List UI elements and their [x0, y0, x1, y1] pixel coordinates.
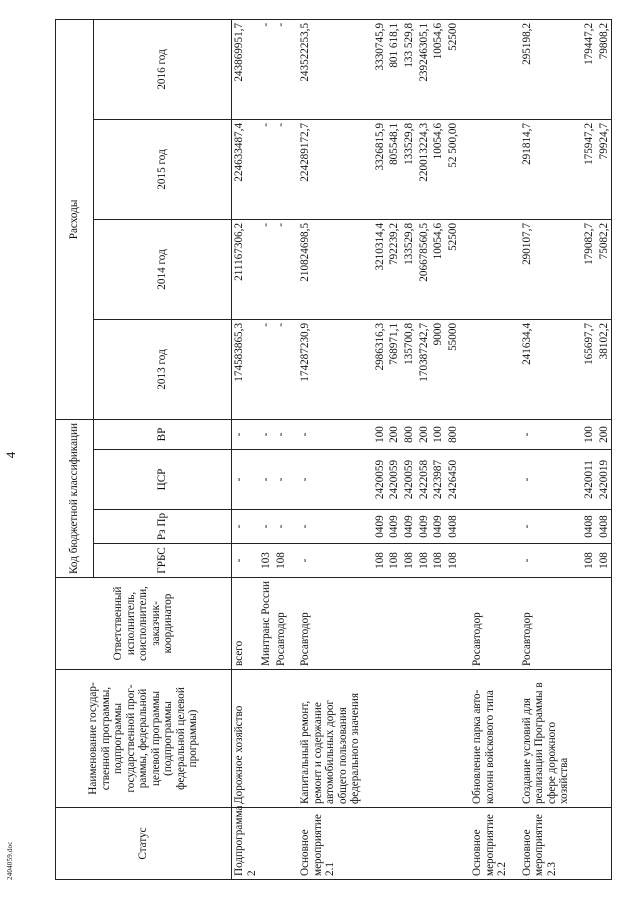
value-2013-cell: 241634,4 [520, 319, 572, 419]
spacer-cell [460, 544, 470, 578]
spacer-cell [288, 450, 298, 510]
spacer-cell [288, 808, 298, 880]
csr-cell: 2420059 [402, 450, 417, 510]
spacer-cell [510, 19, 520, 119]
header-2015: 2015 год [94, 119, 232, 219]
rzpr-cell: - [298, 510, 363, 544]
spacer-cell [363, 419, 373, 449]
responsible-cell [387, 578, 402, 670]
value-2015-cell: 224289172,7 [298, 119, 363, 219]
document-sheet [55, 20, 640, 880]
row-spacer [510, 19, 520, 879]
rzpr-cell: 0409 [417, 510, 432, 544]
value-2015-cell: 10054,6 [431, 119, 446, 219]
value-2016-cell: - [274, 19, 289, 119]
value-2015-cell: 291814,7 [520, 119, 572, 219]
spacer-cell [572, 19, 582, 119]
status-cell: Основное мероприятие 2.1 [298, 808, 363, 880]
responsible-cell [582, 578, 597, 670]
value-2013-cell: 165697,7 [582, 319, 597, 419]
value-2016-cell [470, 19, 510, 119]
value-2014-cell: 75082,2 [597, 219, 612, 319]
spacer-cell [572, 450, 582, 510]
csr-cell: 2423987 [431, 450, 446, 510]
spacer-cell [288, 544, 298, 578]
status-cell [387, 808, 402, 880]
value-2015-cell: 224633487,4 [232, 119, 260, 219]
value-2016-cell: 243522253,5 [298, 19, 363, 119]
status-cell [402, 808, 417, 880]
value-2016-cell: 295198,2 [520, 19, 572, 119]
name-cell [274, 670, 289, 808]
spacer-cell [363, 578, 373, 670]
spacer-cell [510, 219, 520, 319]
grbs-cell: - [232, 544, 260, 578]
spacer-cell [460, 419, 470, 449]
responsible-cell [597, 578, 612, 670]
grbs-cell: 108 [597, 544, 612, 578]
budget-table [55, 19, 612, 880]
header-responsible: Ответственный исполнитель, соисполнители, заказчик-координатор [56, 578, 232, 670]
name-cell [417, 670, 432, 808]
status-cell [582, 808, 597, 880]
value-2013-cell: - [259, 319, 274, 419]
spacer-cell [572, 419, 582, 449]
spacer-cell [288, 578, 298, 670]
spacer-cell [363, 19, 373, 119]
spacer-cell [572, 219, 582, 319]
csr-cell: 2420059 [387, 450, 402, 510]
rzpr-cell: 0409 [431, 510, 446, 544]
vr-cell: - [259, 419, 274, 449]
spacer-cell [363, 670, 373, 808]
responsible-cell: Минтранс России [259, 578, 274, 670]
value-2016-cell: 179447,2 [582, 19, 597, 119]
status-cell [446, 808, 461, 880]
spacer-cell [288, 119, 298, 219]
status-cell [259, 808, 274, 880]
rzpr-cell: 0409 [402, 510, 417, 544]
status-cell [373, 808, 388, 880]
grbs-cell: 108 [274, 544, 289, 578]
vr-cell: - [232, 419, 260, 449]
spacer-cell [363, 219, 373, 319]
spacer-cell [363, 119, 373, 219]
vr-cell: 200 [597, 419, 612, 449]
value-2016-cell: 79808,2 [597, 19, 612, 119]
value-2013-cell: 55000 [446, 319, 461, 419]
value-2013-cell [470, 319, 510, 419]
name-cell [373, 670, 388, 808]
spacer-cell [510, 578, 520, 670]
value-2016-cell: 10054,6 [431, 19, 446, 119]
value-2013-cell: 170387242,7 [417, 319, 432, 419]
name-cell [446, 670, 461, 808]
value-2013-cell: 2986316,3 [373, 319, 388, 419]
value-2013-cell: 174583865,3 [232, 319, 260, 419]
table-row [446, 19, 461, 879]
header-budget-code: Код бюджетной классификации [56, 419, 94, 577]
value-2013-cell: 9000 [431, 319, 446, 419]
header-name: Наименование государ-ственной программы, подпрограммы государственной прог-раммы, федеральной целевой программы (подпрограммы федеральной целевой программы) [56, 670, 232, 808]
status-cell [597, 808, 612, 880]
value-2013-cell: 38102,2 [597, 319, 612, 419]
value-2014-cell: 3210314,4 [373, 219, 388, 319]
table-row [520, 19, 572, 879]
spacer-cell [363, 450, 373, 510]
spacer-cell [460, 450, 470, 510]
value-2015-cell: 79924,7 [597, 119, 612, 219]
responsible-cell [373, 578, 388, 670]
rzpr-cell: 0409 [373, 510, 388, 544]
csr-cell: - [232, 450, 260, 510]
vr-cell: 200 [417, 419, 432, 449]
name-cell [259, 670, 274, 808]
spacer-cell [510, 670, 520, 808]
spacer-cell [288, 319, 298, 419]
csr-cell: 2422058 [417, 450, 432, 510]
row-spacer [363, 19, 373, 879]
header-grbs: ГРБС [94, 544, 232, 578]
responsible-cell: Росавтодор [470, 578, 510, 670]
table-row [402, 19, 417, 879]
csr-cell: - [520, 450, 572, 510]
table-row [431, 19, 446, 879]
vr-cell: 800 [402, 419, 417, 449]
grbs-cell: 103 [259, 544, 274, 578]
value-2014-cell: - [274, 219, 289, 319]
table-body [232, 19, 612, 879]
value-2016-cell: 3330745,9 [373, 19, 388, 119]
name-cell [582, 670, 597, 808]
responsible-cell: Росавтодор [274, 578, 289, 670]
table-header [56, 19, 232, 879]
vr-cell: - [520, 419, 572, 449]
grbs-cell: 108 [373, 544, 388, 578]
rzpr-cell: - [274, 510, 289, 544]
vr-cell: 100 [373, 419, 388, 449]
spacer-cell [460, 510, 470, 544]
vr-cell: 100 [431, 419, 446, 449]
value-2014-cell: - [259, 219, 274, 319]
status-cell [417, 808, 432, 880]
spacer-cell [460, 808, 470, 880]
rzpr-cell: 0408 [597, 510, 612, 544]
name-cell: Капитальный ремонт, ремонт и содержание автомобильных дорог общего пользования федерального значения [298, 670, 363, 808]
vr-cell: - [298, 419, 363, 449]
spacer-cell [510, 510, 520, 544]
spacer-cell [288, 219, 298, 319]
row-spacer [572, 19, 582, 879]
csr-cell: 2426450 [446, 450, 461, 510]
grbs-cell: - [520, 544, 572, 578]
status-cell [274, 808, 289, 880]
spacer-cell [460, 119, 470, 219]
spacer-cell [572, 119, 582, 219]
value-2015-cell: 52 500,00 [446, 119, 461, 219]
rzpr-cell: 0409 [387, 510, 402, 544]
csr-cell: - [259, 450, 274, 510]
value-2016-cell: 133 529,8 [402, 19, 417, 119]
spacer-cell [288, 510, 298, 544]
grbs-cell: 108 [387, 544, 402, 578]
header-csr: ЦСР [94, 450, 232, 510]
value-2014-cell: 792239,2 [387, 219, 402, 319]
responsible-cell: Росавтодор [520, 578, 572, 670]
value-2014-cell: 52500 [446, 219, 461, 319]
csr-cell: 2420011 [582, 450, 597, 510]
value-2014-cell: 133529,8 [402, 219, 417, 319]
table-row [582, 19, 597, 879]
header-2014: 2014 год [94, 219, 232, 319]
name-cell: Обновление парка авто-колонн войскового типа [470, 670, 510, 808]
spacer-cell [363, 510, 373, 544]
value-2013-cell: 174287230,9 [298, 319, 363, 419]
spacer-cell [288, 419, 298, 449]
rotated-landscape-page [55, 20, 640, 880]
csr-cell: - [298, 450, 363, 510]
name-cell [597, 670, 612, 808]
value-2015-cell: 3326815,9 [373, 119, 388, 219]
grbs-cell: - [298, 544, 363, 578]
rzpr-cell [470, 510, 510, 544]
vr-cell: 200 [387, 419, 402, 449]
spacer-cell [572, 578, 582, 670]
value-2015-cell: 805548,1 [387, 119, 402, 219]
value-2013-cell: 768971,1 [387, 319, 402, 419]
grbs-cell: 108 [582, 544, 597, 578]
responsible-cell [417, 578, 432, 670]
spacer-cell [288, 670, 298, 808]
vr-cell [470, 419, 510, 449]
grbs-cell: 108 [446, 544, 461, 578]
table-row [274, 19, 289, 879]
vr-cell: 100 [582, 419, 597, 449]
name-cell [431, 670, 446, 808]
table-row [259, 19, 274, 879]
spacer-cell [510, 419, 520, 449]
csr-cell: - [274, 450, 289, 510]
value-2016-cell: 52500 [446, 19, 461, 119]
rzpr-cell: 0408 [582, 510, 597, 544]
value-2015-cell: - [259, 119, 274, 219]
header-rzpr: Рз Пр [94, 510, 232, 544]
spacer-cell [510, 119, 520, 219]
grbs-cell: 108 [402, 544, 417, 578]
rzpr-cell: - [520, 510, 572, 544]
name-cell: Дорожное хозяйство [232, 670, 260, 808]
table-row [298, 19, 363, 879]
spacer-cell [510, 319, 520, 419]
value-2014-cell: 179082,7 [582, 219, 597, 319]
responsible-cell [402, 578, 417, 670]
spacer-cell [572, 808, 582, 880]
grbs-cell [470, 544, 510, 578]
status-cell: Подпрограмма 2 [232, 808, 260, 880]
table-row [232, 19, 260, 879]
csr-cell: 2420019 [597, 450, 612, 510]
rzpr-cell: - [259, 510, 274, 544]
value-2014-cell: 210824698,5 [298, 219, 363, 319]
spacer-cell [460, 219, 470, 319]
value-2016-cell: - [259, 19, 274, 119]
spacer-cell [572, 510, 582, 544]
status-cell [431, 808, 446, 880]
value-2016-cell: 801 618,1 [387, 19, 402, 119]
value-2015-cell: 220013224,3 [417, 119, 432, 219]
value-2015-cell: - [274, 119, 289, 219]
spacer-cell [572, 319, 582, 419]
header-2013: 2013 год [94, 319, 232, 419]
name-cell: Создание условий для реализации Программы в сфере дорожного хозяйства [520, 670, 572, 808]
spacer-cell [288, 19, 298, 119]
status-cell: Основное мероприятие 2.2 [470, 808, 510, 880]
csr-cell: 2420059 [373, 450, 388, 510]
vr-cell: - [274, 419, 289, 449]
responsible-cell: Росавтодор [298, 578, 363, 670]
vr-cell: 800 [446, 419, 461, 449]
responsible-cell [446, 578, 461, 670]
header-vr: ВР [94, 419, 232, 449]
spacer-cell [572, 670, 582, 808]
header-2016: 2016 год [94, 19, 232, 119]
grbs-cell: 108 [431, 544, 446, 578]
table-row [470, 19, 510, 879]
spacer-cell [460, 670, 470, 808]
value-2014-cell: 10054,6 [431, 219, 446, 319]
name-cell [402, 670, 417, 808]
table-row [597, 19, 612, 879]
spacer-cell [363, 544, 373, 578]
spacer-cell [460, 19, 470, 119]
status-cell: Основное мероприятие 2.3 [520, 808, 572, 880]
row-spacer [288, 19, 298, 879]
spacer-cell [572, 544, 582, 578]
header-expenses: Расходы [56, 19, 94, 419]
value-2014-cell: 206678560,5 [417, 219, 432, 319]
spacer-cell [510, 450, 520, 510]
page-number: 4 [3, 451, 18, 459]
rzpr-cell: 0408 [446, 510, 461, 544]
value-2016-cell: 243869951,7 [232, 19, 260, 119]
spacer-cell [460, 578, 470, 670]
value-2015-cell [470, 119, 510, 219]
table-row [387, 19, 402, 879]
spacer-cell [460, 319, 470, 419]
table-row [373, 19, 388, 879]
rzpr-cell: - [232, 510, 260, 544]
spacer-cell [510, 808, 520, 880]
value-2014-cell [470, 219, 510, 319]
value-2015-cell: 133529,8 [402, 119, 417, 219]
name-cell [387, 670, 402, 808]
value-2015-cell: 175947,2 [582, 119, 597, 219]
grbs-cell: 108 [417, 544, 432, 578]
value-2014-cell: 290107,7 [520, 219, 572, 319]
footer-docfile: 2404059.doc [6, 841, 14, 880]
table-row [417, 19, 432, 879]
header-status: Статус [56, 808, 232, 880]
value-2014-cell: 211167306,2 [232, 219, 260, 319]
spacer-cell [510, 544, 520, 578]
spacer-cell [363, 319, 373, 419]
responsible-cell [431, 578, 446, 670]
row-spacer [460, 19, 470, 879]
value-2013-cell: 135700,8 [402, 319, 417, 419]
csr-cell [470, 450, 510, 510]
spacer-cell [363, 808, 373, 880]
responsible-cell: всего [232, 578, 260, 670]
value-2013-cell: - [274, 319, 289, 419]
value-2016-cell: 239246305,1 [417, 19, 432, 119]
